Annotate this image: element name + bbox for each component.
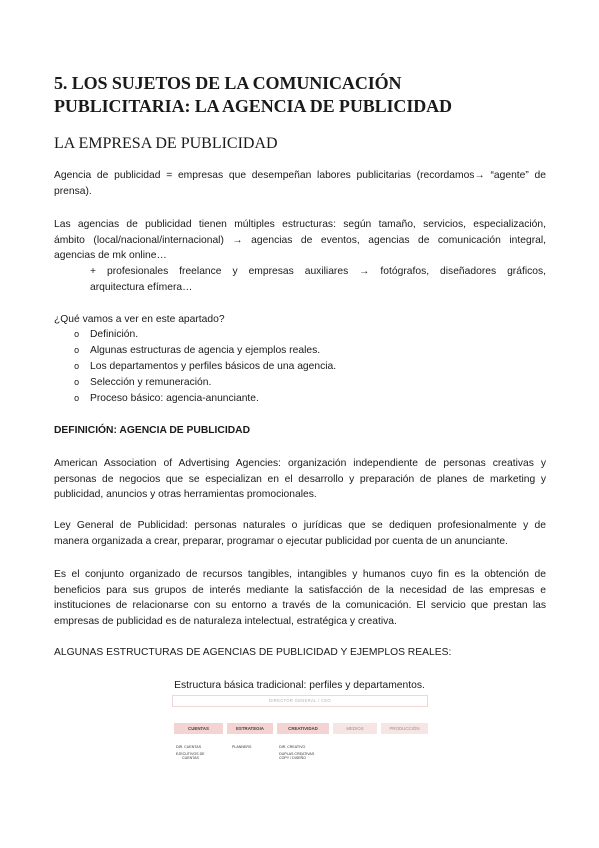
list-item-text: Proceso básico: agencia-anunciante.: [90, 393, 259, 404]
paragraph-freelance: [90, 264, 546, 295]
org-chart-estrategia-roles: PLANNERS: [232, 745, 252, 749]
bullet-mark: o: [74, 362, 80, 372]
list-item-text: Los departamentos y perfiles básicos de una agencia.: [90, 361, 337, 372]
text-line: manera organizada a crear, preparar, programar o ejecutar publicidad por cuenta de un anunciante.: [54, 535, 508, 547]
text-line: Es el conjunto organizado de recursos tangibles, intangibles y humanos cuyo fin es la obtención de: [54, 569, 546, 580]
text-line: publicidad, anuncios y otras herramientas promocionales.: [54, 489, 317, 501]
org-chart-dept-creatividad: CREATIVIDAD: [277, 723, 329, 734]
role-label: DIR. CUENTAS: [176, 745, 202, 749]
paragraph-ley-general: [54, 518, 546, 549]
text-line: instituciones de relacionarse con su entorno a través de la comunicación. El servicio que prestan las: [54, 600, 546, 612]
figure-caption: Estructura básica tradicional: perfiles y departamentos.: [174, 680, 425, 691]
section-title: [54, 72, 554, 118]
org-chart-dept-estrategia: ESTRATEGIA: [227, 723, 273, 734]
bullet-mark: o: [74, 378, 80, 388]
role-label: CUENTAS: [182, 756, 199, 761]
definition-heading: DEFINICIÓN: AGENCIA DE PUBLICIDAD: [54, 425, 251, 436]
org-chart-creatividad-roles: [279, 745, 314, 761]
topics-list: [74, 327, 336, 407]
text-line: American Association of Advertising Agencies: organización independiente de personas creativas y: [54, 458, 546, 469]
org-chart-dept-produccion: PRODUCCIÓN: [381, 723, 428, 734]
text-line: prensa).: [54, 185, 92, 197]
bullet-mark: o: [74, 346, 80, 356]
bullet-mark: o: [74, 394, 80, 404]
text-line: arquitectura efímera…: [90, 281, 193, 293]
text-line: beneficios para sus grupos de interés mediante la satisfacción de la necesidad de las empresas e: [54, 584, 546, 596]
role-label: DUPLAS CREATIVAS: [279, 751, 315, 756]
role-label: DIR. CREATIVO: [279, 745, 306, 749]
text-line: personas de negocios que se especializan en el desarrollo y preparación de planes de marketing y: [54, 473, 546, 485]
text-line: Las agencias de publicidad tienen múltiples estructuras: según tamaño, servicios, especialización,: [54, 219, 546, 230]
paragraph-definition-intro: [54, 168, 546, 199]
list-item: [74, 343, 336, 359]
list-item-text: Selección y remuneración.: [90, 377, 212, 388]
bullet-mark: o: [74, 330, 80, 340]
list-item: [74, 375, 336, 391]
text-line: agencias de mk online…: [54, 250, 167, 262]
section-title-line-1: 5. LOS SUJETOS DE LA COMUNICACIÓN: [54, 73, 402, 93]
org-chart-dept-cuentas: CUENTAS: [174, 723, 223, 734]
subsection-title: LA EMPRESA DE PUBLICIDAD: [54, 135, 278, 152]
list-item: [74, 327, 336, 343]
list-item: [74, 359, 336, 375]
org-chart: [172, 695, 428, 773]
list-item-text: Algunas estructuras de agencia y ejemplos reales.: [90, 345, 321, 356]
role-label: EJECUTIVOS DE: [176, 751, 205, 756]
section-question: ¿Qué vamos a ver en este apartado?: [54, 314, 225, 325]
text-line: + profesionales freelance y empresas auxiliares → fotógrafos, diseñadores gráficos,: [90, 266, 546, 277]
org-chart-cuentas-roles: [176, 745, 205, 761]
text-line: Ley General de Publicidad: personas naturales o jurídicas que se dediquen profesionalmente y de: [54, 520, 546, 531]
paragraph-structures: [54, 217, 546, 264]
section-title-line-2: PUBLICITARIA: LA AGENCIA DE PUBLICIDAD: [54, 96, 452, 116]
list-item: [74, 391, 336, 407]
text-line: empresas de publicidad es de naturaleza intelectual, estratégica y creativa.: [54, 615, 397, 627]
structures-heading: ALGUNAS ESTRUCTURAS DE AGENCIAS DE PUBLICIDAD Y EJEMPLOS REALES:: [54, 647, 452, 658]
text-line: Agencia de publicidad = empresas que desempeñan labores publicitarias (recordamos→ “agente” de: [54, 170, 546, 181]
org-chart-dept-medios: MEDIOS: [333, 723, 377, 734]
role-label: COPY / DISEÑO: [279, 756, 306, 761]
paragraph-conjunto: [54, 567, 546, 629]
paragraph-aaaa-definition: [54, 456, 546, 503]
org-chart-top-box: DIRECTOR GENERAL / CEO: [172, 695, 428, 707]
text-line: ámbito (local/nacional/internacional) → agencias de eventos, agencias de comunicación integral,: [54, 234, 546, 246]
list-item-text: Definición.: [90, 329, 139, 340]
